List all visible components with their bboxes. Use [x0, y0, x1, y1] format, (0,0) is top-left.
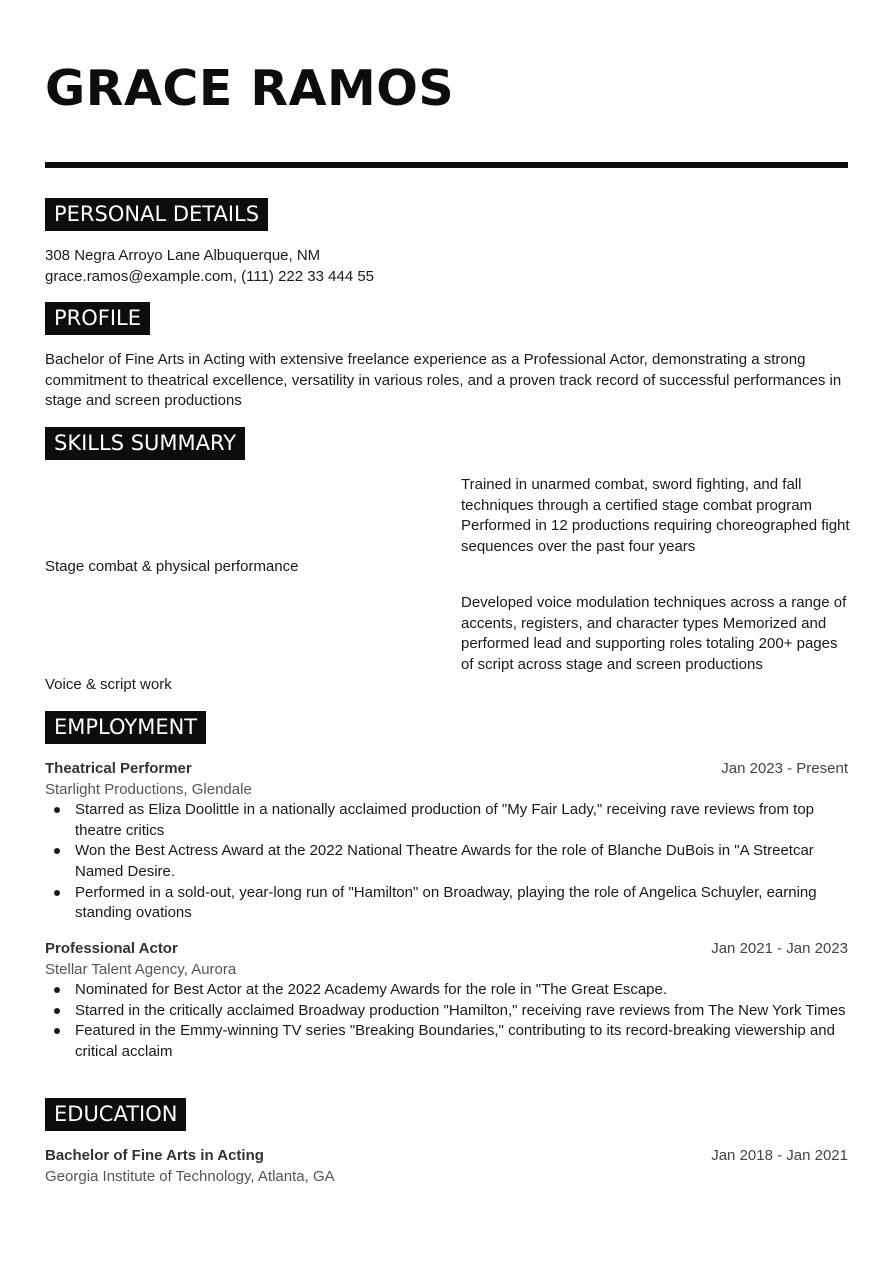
section-heading-education: EDUCATION: [45, 1098, 186, 1131]
header-divider: [45, 162, 848, 168]
job-bullet: Nominated for Best Actor at the 2022 Academy Awards for the role in "The Great Escape.: [75, 980, 848, 1001]
job-title: Theatrical Performer: [45, 760, 192, 777]
section-heading-personal-details: PERSONAL DETAILS: [45, 198, 268, 231]
skill-description: Developed voice modulation techniques across a range of accents, registers, and character types Memorized and performed lead and supporting roles totaling 200+ pages of script across stage and screen productions: [461, 594, 847, 673]
employment-entry: [45, 939, 848, 1063]
education-dates: Jan 2018 - Jan 2021: [711, 1147, 848, 1164]
skill-description: Trained in unarmed combat, sword fighting, and fall techniques through a certified stage combat program Performed in 12 productions requiring choreographed fight sequences over the past four years: [461, 476, 850, 555]
job-dates: Jan 2023 - Present: [721, 760, 848, 777]
section-heading-profile: PROFILE: [45, 302, 150, 335]
job-bullet: Starred in the critically acclaimed Broadway production "Hamilton," receiving rave reviews from The New York Times: [75, 1001, 848, 1022]
job-bullet: Featured in the Emmy-winning TV series "Breaking Boundaries," contributing to its record-breaking viewership and critical acclaim: [75, 1021, 848, 1062]
job-title: Professional Actor: [45, 940, 178, 957]
job-bullet: Starred as Eliza Doolittle in a nationally acclaimed production of "My Fair Lady," receiving rave reviews from top theatre critics: [75, 800, 848, 841]
school-name: Georgia Institute of Technology, Atlanta, GA: [45, 1167, 335, 1185]
job-organization: Stellar Talent Agency, Aurora: [45, 960, 237, 978]
job-bullets: [45, 980, 848, 1062]
education-entry: [45, 1146, 848, 1187]
profile-summary: Bachelor of Fine Arts in Acting with extensive freelance experience as a Professional Actor, demonstrating a strong commitment to theatrical excellence, versatility in various roles, and a proven track record of successful performances in stage and screen productions: [45, 351, 842, 410]
employment-entry: [45, 759, 848, 924]
job-bullet: Won the Best Actress Award at the 2022 National Theatre Awards for the role of Blanche DuBois in "A Streetcar Named Desire.: [75, 841, 848, 882]
degree-title: Bachelor of Fine Arts in Acting: [45, 1147, 264, 1164]
section-heading-employment: EMPLOYMENT: [45, 711, 206, 744]
job-bullet: Performed in a sold-out, year-long run of "Hamilton" on Broadway, playing the role of Angelica Schuyler, earning standing ovations: [75, 883, 848, 924]
candidate-name: GRACE RAMOS: [45, 60, 455, 117]
job-bullets: [45, 800, 848, 924]
skill-name: Stage combat & physical performance: [45, 558, 299, 575]
section-heading-skills-summary: SKILLS SUMMARY: [45, 427, 245, 460]
job-organization: Starlight Productions, Glendale: [45, 780, 252, 798]
address: 308 Negra Arroyo Lane Albuquerque, NM: [45, 247, 321, 264]
skill-name: Voice & script work: [45, 676, 172, 693]
job-dates: Jan 2021 - Jan 2023: [711, 940, 848, 957]
personal-details: [45, 246, 848, 287]
contact-info: grace.ramos@example.com, (111) 222 33 444 55: [45, 267, 375, 285]
